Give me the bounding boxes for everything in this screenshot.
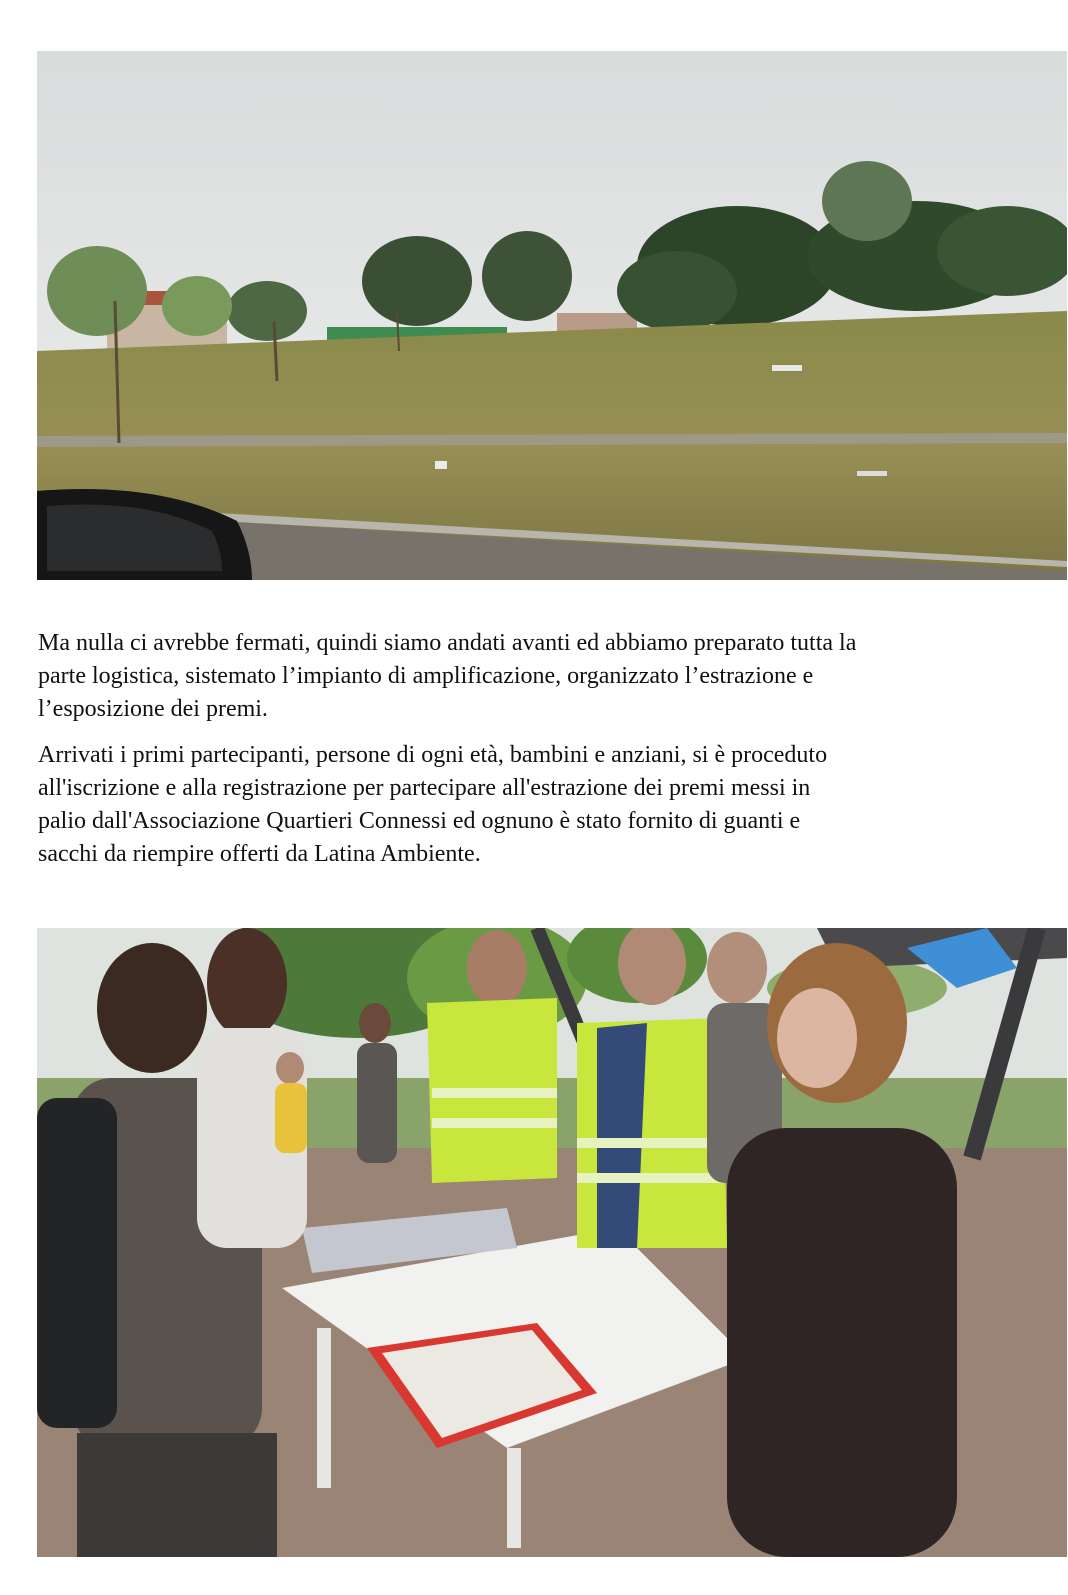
park-field-photo [37,51,1067,580]
paragraph-1 [38,627,1038,726]
paragraph-1-line-3: l’esposizione dei premi. [38,696,268,722]
paragraph-2 [38,739,1038,871]
park-field-image [37,51,1067,580]
paragraph-2-line-2: all'iscrizione e alla registrazione per partecipare all'estrazione dei premi messi in [38,775,811,801]
registration-table-photo [37,928,1067,1557]
paragraph-2-line-1: Arrivati i primi partecipanti, persone di ogni età, bambini e anziani, si è proceduto [38,742,828,768]
paragraph-2-line-3: palio dall'Associazione Quartieri Connessi ed ognuno è stato fornito di guanti e [38,808,801,834]
paragraph-1-line-2: parte logistica, sistemato l’impianto di amplificazione, organizzato l’estrazione e [38,663,814,689]
registration-table-image [37,928,1067,1557]
paragraph-1-line-1: Ma nulla ci avrebbe fermati, quindi siamo andati avanti ed abbiamo preparato tutta la [38,630,857,656]
paragraph-2-line-4: sacchi da riempire offerti da Latina Ambiente. [38,841,481,867]
